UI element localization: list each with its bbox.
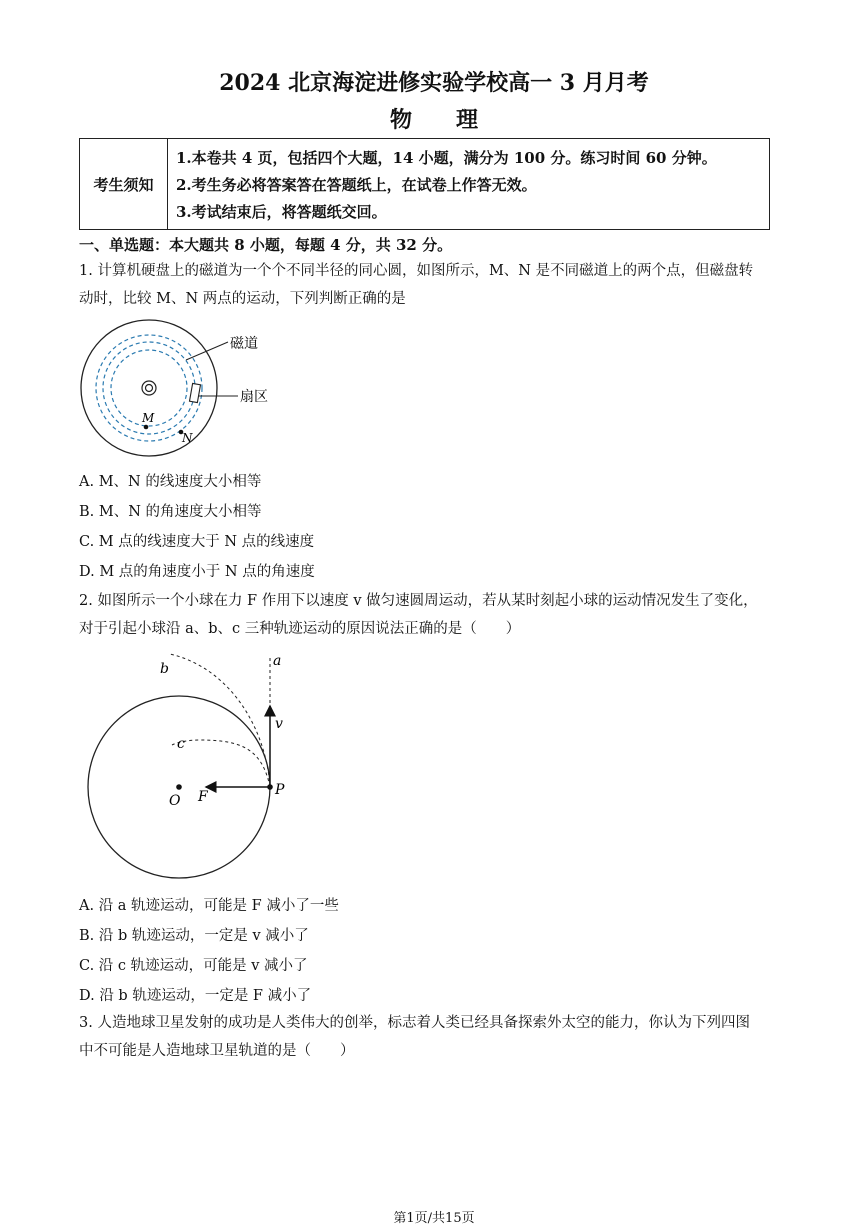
notice-box [79, 138, 770, 230]
label-p: P [275, 782, 285, 798]
notice-label: 考生须知 [80, 139, 168, 229]
question-2-line-2: 对于引起小球沿 a、b、c 三种轨迹运动的原因说法正确的是（ ） [79, 621, 521, 637]
track-label: 磁道 [230, 336, 258, 352]
label-a: a [273, 653, 282, 669]
notice-item: 1.本卷共 4 页，包括四个大题，14 小题，满分为 100 分。练习时间 60 分钟。 [176, 149, 717, 167]
spindle-inner [146, 385, 153, 392]
q2-option-d: D. 沿 b 轨迹运动，一定是 F 减小了 [79, 988, 312, 1004]
sector-label: 扇区 [240, 389, 268, 405]
q2-option-b: B. 沿 b 轨迹运动，一定是 v 减小了 [79, 928, 309, 944]
label-v: v [275, 716, 283, 732]
q2-option-c: C. 沿 c 轨迹运动，可能是 v 减小了 [79, 958, 308, 974]
outer-track [96, 335, 202, 441]
subject-title: 物理 [389, 107, 522, 133]
label-f: F [198, 789, 208, 805]
track-leader-line [186, 342, 228, 360]
point-n-label: N [182, 431, 193, 445]
q1-option-b: B. M、N 的角速度大小相等 [79, 504, 262, 520]
point-m-label: M [142, 411, 155, 425]
question-3-line-2: 中不可能是人造地球卫星轨道的是（ ） [79, 1043, 355, 1059]
path-b [170, 654, 270, 787]
circular-motion-figure [80, 648, 310, 886]
label-b: b [160, 661, 169, 677]
question-1-line-1: 1. 计算机硬盘上的磁道为一个个不同半径的同心圆，如图所示，M、N 是不同磁道上的两个点，但磁盘转 [79, 263, 754, 279]
page-footer: 第1页/共15页 [393, 1211, 475, 1226]
point-m [144, 425, 149, 430]
center-o [176, 784, 182, 790]
question-3-line-1: 3. 人造地球卫星发射的成功是人类伟大的创举，标志着人类已经具备探索外太空的能力，你认为下列四图 [79, 1015, 750, 1031]
disk-track-figure [78, 318, 298, 460]
q1-option-c: C. M 点的线速度大于 N 点的线速度 [79, 534, 315, 550]
label-c: c [177, 736, 185, 752]
sector-mark [189, 383, 200, 402]
exam-title: 2024 北京海淀进修实验学校高一 3 月月考 [219, 70, 649, 96]
path-c [172, 740, 270, 787]
q2-option-a: A. 沿 a 轨迹运动，可能是 F 减小了一些 [79, 898, 339, 914]
spindle-outer [142, 381, 156, 395]
label-o: O [169, 793, 181, 809]
q1-option-d: D. M 点的角速度小于 N 点的角速度 [79, 564, 315, 580]
notice-item: 3.考试结束后，将答题纸交回。 [176, 203, 387, 221]
question-1-line-2: 动时，比较 M、N 两点的运动，下列判断正确的是 [79, 291, 406, 307]
section-heading: 一、单选题：本大题共 8 小题，每题 4 分，共 32 分。 [79, 236, 453, 254]
notice-items [176, 145, 717, 226]
notice-item: 2.考生务必将答案答在答题纸上，在试卷上作答无效。 [176, 176, 537, 194]
point-p [267, 784, 273, 790]
question-2-line-1: 2. 如图所示一个小球在力 F 作用下以速度 v 做匀速圆周运动，若从某时刻起小球的运动情况发生了变化， [79, 593, 758, 609]
q1-option-a: A. M、N 的线速度大小相等 [79, 474, 262, 490]
